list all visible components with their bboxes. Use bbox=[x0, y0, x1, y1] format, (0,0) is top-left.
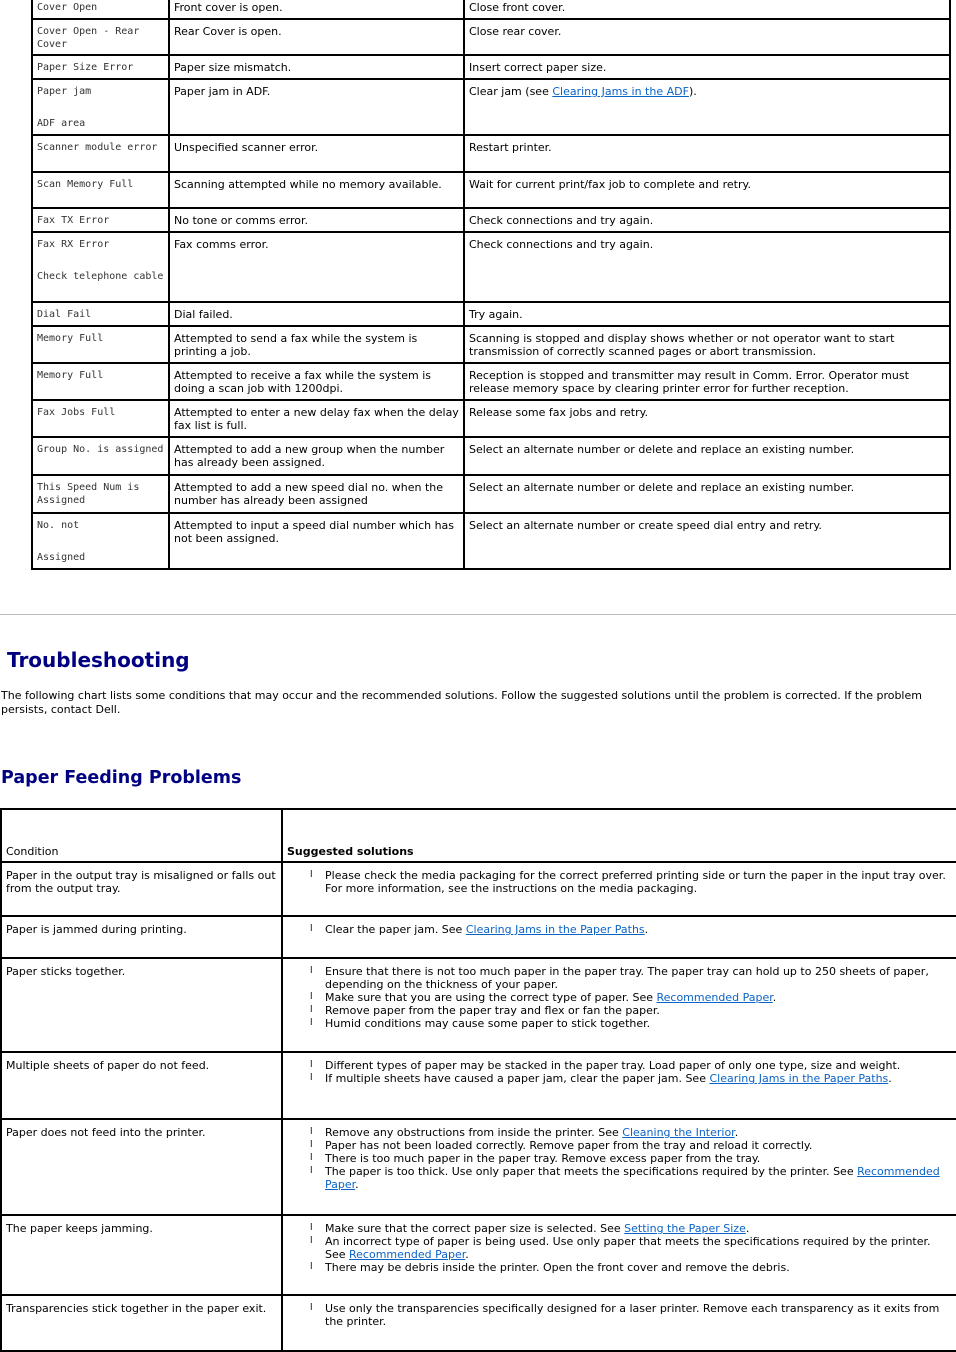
error-code-line: Cover Open - Rear Cover bbox=[37, 26, 140, 50]
error-code-line: Cover Open bbox=[37, 2, 98, 13]
error-code bbox=[32, 437, 169, 475]
bullet-icon: l bbox=[310, 1005, 313, 1015]
table-row bbox=[32, 437, 950, 475]
list-item: l Use only the transparencies specifically designed for a laser printer. Remove each transparency as it exits from the printer. bbox=[310, 1302, 940, 1328]
error-code bbox=[32, 232, 169, 302]
solutions-cell bbox=[282, 916, 956, 958]
table-row bbox=[32, 363, 950, 400]
bullet-icon: l bbox=[310, 1153, 313, 1163]
error-solution: Close rear cover. bbox=[464, 19, 950, 55]
table-row bbox=[32, 19, 950, 55]
cross-reference-link[interactable]: Clearing Jams in the Paper Paths bbox=[709, 1072, 889, 1085]
solutions-cell bbox=[282, 958, 956, 1052]
bullet-icon: l bbox=[310, 1018, 313, 1028]
table-row bbox=[1, 1295, 956, 1351]
solution-list bbox=[287, 869, 952, 895]
bullet-icon: l bbox=[310, 992, 313, 1002]
error-code bbox=[32, 363, 169, 400]
error-meaning: Fax comms error. bbox=[169, 232, 464, 302]
error-solution: Try again. bbox=[464, 302, 950, 326]
error-code bbox=[32, 135, 169, 172]
list-item: l The paper is too thick. Use only paper that meets the specifications required by the printer. See Recommended Paper. bbox=[310, 1165, 940, 1191]
list-item: l Make sure that you are using the correct type of paper. See Recommended Paper. bbox=[310, 991, 777, 1004]
error-message-table bbox=[31, 0, 951, 570]
error-code bbox=[32, 400, 169, 437]
solutions-cell bbox=[282, 1119, 956, 1215]
table-row bbox=[32, 513, 950, 569]
error-meaning: Attempted to add a new speed dial no. when the number has already been assigned bbox=[169, 475, 464, 513]
list-item: l An incorrect type of paper is being used. Use only paper that meets the specifications required by the printer. See Recommended Paper. bbox=[310, 1235, 931, 1261]
error-code-line: Group No. is assigned bbox=[37, 444, 164, 455]
cross-reference-link[interactable]: Clearing Jams in the Paper Paths bbox=[465, 923, 645, 936]
troubleshooting-intro: The following chart lists some conditions that may occur and the recommended solutions. Follow the suggested solutions until the problem is corrected. If the problem persists, contact Dell. bbox=[1, 689, 922, 716]
table-header-row bbox=[1, 809, 956, 862]
bullet-icon: l bbox=[310, 870, 313, 880]
error-solution: Check connections and try again. bbox=[464, 208, 950, 232]
condition-cell: Transparencies stick together in the paper exit. bbox=[1, 1295, 282, 1351]
bullet-icon: l bbox=[310, 1073, 313, 1083]
table-row bbox=[32, 475, 950, 513]
condition-cell: Multiple sheets of paper do not feed. bbox=[1, 1052, 282, 1119]
error-meaning: Paper size mismatch. bbox=[169, 55, 464, 79]
bullet-icon: l bbox=[310, 966, 313, 976]
cross-reference-link[interactable]: Recommended Paper bbox=[325, 1165, 940, 1191]
solutions-cell bbox=[282, 1215, 956, 1295]
list-item: l Ensure that there is not too much paper in the paper tray. The paper tray can hold up to 250 sheets of paper, depending on the thickness of your paper. bbox=[310, 965, 929, 991]
bullet-icon: l bbox=[310, 1060, 313, 1070]
error-solution: Insert correct paper size. bbox=[464, 55, 950, 79]
bullet-icon: l bbox=[310, 1127, 313, 1137]
table-row bbox=[32, 55, 950, 79]
list-item: l Different types of paper may be stacked in the paper tray. Load paper of only one type, size and weight. bbox=[310, 1059, 901, 1072]
list-item: l There is too much paper in the paper tray. Remove excess paper from the tray. bbox=[310, 1152, 761, 1165]
table-row bbox=[32, 135, 950, 172]
list-item: l Paper has not been loaded correctly. Remove paper from the tray and reload it correctly. bbox=[310, 1139, 813, 1152]
bullet-icon: l bbox=[310, 1303, 313, 1313]
error-solution: Scanning is stopped and display shows whether or not operator want to start transmission of correctly scanned pages or abort transmission. bbox=[464, 326, 950, 363]
error-code bbox=[32, 475, 169, 513]
bullet-icon: l bbox=[310, 924, 313, 934]
error-solution: Reception is stopped and transmitter may result in Comm. Error. Operator must release memory space by clearing printer error for further reception. bbox=[464, 363, 950, 400]
error-code-line: Memory Full bbox=[37, 333, 104, 344]
list-item: l Remove any obstructions from inside the printer. See Cleaning the Interior. bbox=[310, 1126, 739, 1139]
error-meaning: Rear Cover is open. bbox=[169, 19, 464, 55]
condition-cell: The paper keeps jamming. bbox=[1, 1215, 282, 1295]
table-row bbox=[32, 232, 950, 302]
error-code-line: Check telephone cable bbox=[37, 271, 164, 282]
table-row bbox=[32, 400, 950, 437]
error-solution: Select an alternate number or create speed dial entry and retry. bbox=[464, 513, 950, 569]
error-code bbox=[32, 55, 169, 79]
list-item: l Make sure that the correct paper size is selected. See Setting the Paper Size. bbox=[310, 1222, 750, 1235]
condition-cell: Paper sticks together. bbox=[1, 958, 282, 1052]
condition-cell: Paper in the output tray is misaligned or falls out from the output tray. bbox=[1, 862, 282, 916]
solution-list bbox=[287, 1222, 952, 1274]
cross-reference-link[interactable]: Setting the Paper Size bbox=[624, 1222, 746, 1235]
error-meaning: Unspecified scanner error. bbox=[169, 135, 464, 172]
error-code bbox=[32, 0, 169, 19]
solution-list bbox=[287, 965, 952, 1030]
table-row bbox=[1, 1215, 956, 1295]
cross-reference-link[interactable]: Cleaning the Interior bbox=[622, 1126, 735, 1139]
solutions-column-header: Suggested solutions bbox=[282, 809, 956, 862]
error-code-line: Fax TX Error bbox=[37, 215, 110, 226]
error-meaning: Attempted to send a fax while the system is printing a job. bbox=[169, 326, 464, 363]
list-item: l Humid conditions may cause some paper to stick together. bbox=[310, 1017, 651, 1030]
solutions-cell bbox=[282, 862, 956, 916]
error-code bbox=[32, 302, 169, 326]
error-code bbox=[32, 172, 169, 208]
table-row bbox=[32, 172, 950, 208]
error-code-line: Assigned bbox=[37, 552, 86, 563]
error-code-line: No. not bbox=[37, 520, 80, 531]
error-code bbox=[32, 326, 169, 363]
error-solution: Restart printer. bbox=[464, 135, 950, 172]
error-solution: Check connections and try again. bbox=[464, 232, 950, 302]
table-row bbox=[32, 208, 950, 232]
error-solution: Clear jam (see Clearing Jams in the ADF). bbox=[464, 79, 950, 135]
error-code-line: This Speed Num is Assigned bbox=[37, 482, 140, 506]
error-code-line: Dial Fail bbox=[37, 309, 92, 320]
error-solution: Release some fax jobs and retry. bbox=[464, 400, 950, 437]
error-meaning: Attempted to add a new group when the number has already been assigned. bbox=[169, 437, 464, 475]
paper-feeding-table bbox=[0, 808, 956, 1352]
error-meaning: Dial failed. bbox=[169, 302, 464, 326]
solutions-cell bbox=[282, 1052, 956, 1119]
error-code-line: Paper jam bbox=[37, 86, 92, 97]
table-row bbox=[32, 0, 950, 19]
solution-list bbox=[287, 1302, 952, 1328]
error-code-line: Fax RX Error bbox=[37, 239, 110, 250]
error-meaning: No tone or comms error. bbox=[169, 208, 464, 232]
error-meaning: Attempted to input a speed dial number which has not been assigned. bbox=[169, 513, 464, 569]
error-code-line: Scan Memory Full bbox=[37, 179, 134, 190]
condition-cell: Paper is jammed during printing. bbox=[1, 916, 282, 958]
error-code bbox=[32, 208, 169, 232]
cross-reference-link[interactable]: Recommended Paper bbox=[349, 1248, 466, 1261]
troubleshooting-heading: Troubleshooting bbox=[7, 648, 190, 672]
condition-cell: Paper does not feed into the printer. bbox=[1, 1119, 282, 1215]
error-meaning: Scanning attempted while no memory available. bbox=[169, 172, 464, 208]
table-row bbox=[1, 916, 956, 958]
error-meaning: Paper jam in ADF. bbox=[169, 79, 464, 135]
error-solution: Select an alternate number or delete and replace an existing number. bbox=[464, 437, 950, 475]
table-row bbox=[32, 326, 950, 363]
error-code-line: Memory Full bbox=[37, 370, 104, 381]
bullet-icon: l bbox=[310, 1236, 313, 1246]
error-code bbox=[32, 79, 169, 135]
paper-feeding-heading: Paper Feeding Problems bbox=[1, 768, 242, 788]
bullet-icon: l bbox=[310, 1140, 313, 1150]
line-gap bbox=[37, 251, 164, 270]
error-code bbox=[32, 513, 169, 569]
bullet-icon: l bbox=[310, 1166, 313, 1176]
error-code-line: Scanner module error bbox=[37, 142, 158, 153]
section-divider bbox=[0, 614, 956, 615]
table-row bbox=[32, 302, 950, 326]
solution-list bbox=[287, 1126, 952, 1191]
bullet-icon: l bbox=[310, 1262, 313, 1272]
solutions-cell bbox=[282, 1295, 956, 1351]
line-gap bbox=[37, 532, 164, 551]
table-row bbox=[1, 862, 956, 916]
error-code-line: Paper Size Error bbox=[37, 62, 134, 73]
table-row bbox=[32, 79, 950, 135]
cross-reference-link[interactable]: Recommended Paper bbox=[656, 991, 773, 1004]
line-gap bbox=[37, 98, 164, 117]
condition-column-header: Condition bbox=[1, 809, 282, 862]
list-item: l There may be debris inside the printer. Open the front cover and remove the debris. bbox=[310, 1261, 790, 1274]
error-solution: Wait for current print/fax job to complete and retry. bbox=[464, 172, 950, 208]
error-code-line: Fax Jobs Full bbox=[37, 407, 116, 418]
solution-list bbox=[287, 923, 952, 936]
error-code bbox=[32, 19, 169, 55]
error-solution: Close front cover. bbox=[464, 0, 950, 19]
list-item: l Please check the media packaging for the correct preferred printing side or turn the paper in the input tray over. For more information, see the instructions on the media packaging. bbox=[310, 869, 946, 895]
error-meaning: Attempted to enter a new delay fax when the delay fax list is full. bbox=[169, 400, 464, 437]
error-meaning: Front cover is open. bbox=[169, 0, 464, 19]
list-item: l Remove paper from the paper tray and flex or fan the paper. bbox=[310, 1004, 660, 1017]
error-code-line: ADF area bbox=[37, 118, 86, 129]
error-meaning: Attempted to receive a fax while the system is doing a scan job with 1200dpi. bbox=[169, 363, 464, 400]
bullet-icon: l bbox=[310, 1223, 313, 1233]
table-row bbox=[1, 958, 956, 1052]
error-solution: Select an alternate number or delete and replace an existing number. bbox=[464, 475, 950, 513]
solution-list bbox=[287, 1059, 952, 1085]
table-row bbox=[1, 1052, 956, 1119]
list-item: l Clear the paper jam. See Clearing Jams in the Paper Paths. bbox=[310, 923, 649, 936]
table-row bbox=[1, 1119, 956, 1215]
cross-reference-link[interactable]: Clearing Jams in the ADF bbox=[552, 85, 689, 98]
list-item: l If multiple sheets have caused a paper jam, clear the paper jam. See Clearing Jams in the Paper Paths. bbox=[310, 1072, 892, 1085]
